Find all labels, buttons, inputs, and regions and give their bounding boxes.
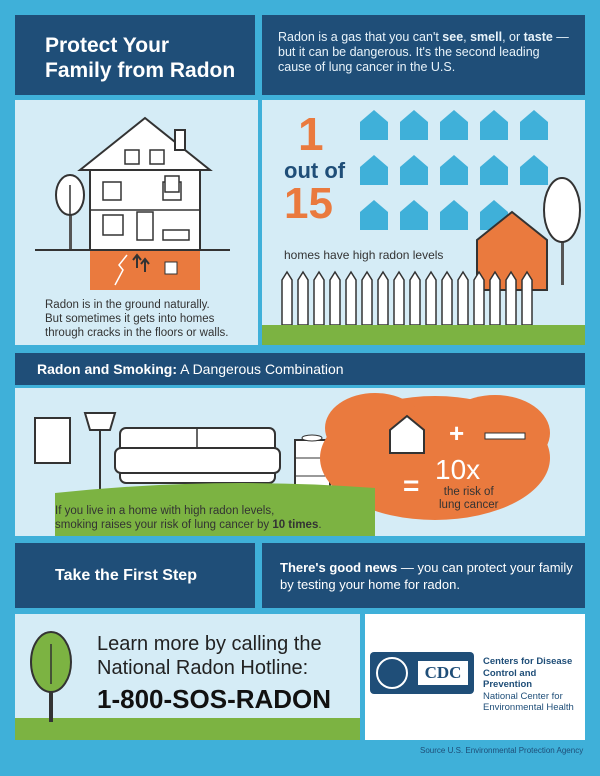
org-line: Environmental Health	[483, 702, 574, 713]
risk-text	[439, 486, 498, 512]
hotline-text	[97, 632, 322, 680]
good-news-panel	[262, 543, 585, 608]
plus-sign: +	[449, 418, 465, 448]
caption-line: Radon is in the ground naturally.	[45, 299, 210, 311]
smoking-title	[37, 361, 344, 377]
caption-line: But sometimes it gets into homes	[45, 313, 215, 325]
stat-out-of: out of	[284, 158, 346, 183]
cdc-badge: CDC	[418, 661, 468, 685]
good-news-bold: There's good news	[280, 560, 398, 575]
stats-panel	[262, 100, 585, 345]
header-title-panel	[15, 15, 255, 95]
intro-part: Radon is a gas that you can't	[278, 30, 443, 44]
cdc-org-name	[483, 656, 585, 714]
first-step-title: Take the First Step	[55, 567, 197, 584]
stat-one: 1	[298, 108, 324, 160]
stats-caption: homes have high radon levels	[284, 248, 444, 262]
hhs-seal	[376, 657, 408, 689]
good-news-rest: — you can protect your family by testing your home for radon.	[280, 560, 573, 592]
org-line: National Center for	[483, 690, 563, 702]
hotline-line: National Radon Hotline:	[97, 657, 309, 679]
hotline-number[interactable]: 1-800-SOS-RADON	[97, 684, 332, 714]
multiplier: 10x	[435, 454, 481, 485]
smoking-title-bar	[15, 353, 585, 385]
intro-part: ,	[463, 30, 471, 44]
good-news-text	[280, 559, 575, 593]
cdc-logo	[370, 652, 474, 694]
smoking-title-rest: A Dangerous Combination	[177, 361, 344, 377]
smoking-title-bold: Radon and Smoking:	[37, 361, 177, 377]
caption-line: If you live in a home with high radon levels,	[55, 505, 275, 517]
caption-line: through cracks in the floors or walls.	[45, 327, 229, 339]
radon-caption	[45, 298, 228, 340]
caption-part: .	[318, 519, 322, 531]
org-line: Centers for Disease	[483, 656, 573, 667]
risk-line: the risk of	[443, 486, 494, 498]
stat-fifteen: 15	[284, 179, 333, 228]
page-title	[45, 33, 235, 83]
intro-taste: taste	[523, 30, 553, 44]
hotline-panel	[15, 614, 360, 740]
intro-text	[278, 30, 573, 75]
org-line: Control and Prevention	[483, 667, 537, 690]
caption-bold: 10 times	[272, 519, 319, 531]
title-line-2: Family from Radon	[45, 59, 236, 82]
house-icon-grid	[262, 100, 585, 345]
intro-see: see	[442, 30, 464, 44]
smoking-panel	[15, 388, 585, 536]
house-panel	[15, 100, 258, 345]
caption-part: smoking raises your risk of lung cancer by	[55, 519, 273, 531]
source-note: Source U.S. Environmental Protection Agency	[420, 746, 584, 755]
header-intro-panel	[262, 15, 585, 95]
equals-sign: =	[403, 470, 420, 501]
smoking-caption	[55, 504, 322, 532]
cdc-panel	[365, 614, 585, 740]
intro-smell: smell	[470, 30, 503, 44]
first-step-panel	[15, 543, 255, 608]
intro-part: , or	[502, 30, 524, 44]
hotline-line: Learn more by calling the	[97, 633, 322, 655]
intro-part: — but it can be dangerous. It's the second leading cause of lung cancer in the U.S.	[278, 30, 569, 74]
risk-line: lung cancer	[439, 499, 499, 511]
title-line-1: Protect Your	[45, 34, 170, 57]
